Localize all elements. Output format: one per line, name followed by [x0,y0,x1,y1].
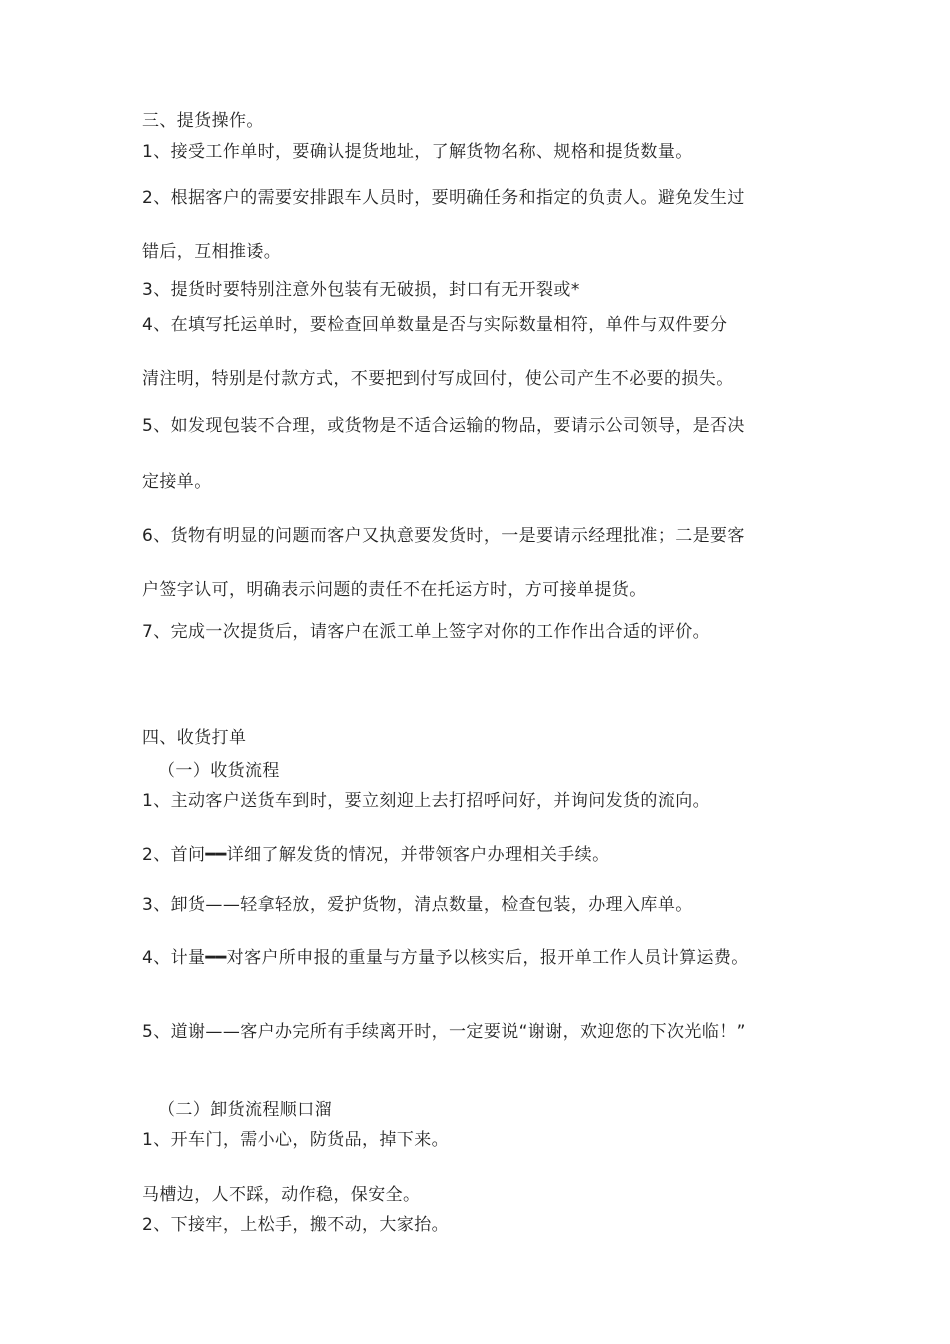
section-3-item-5: 5、如发现包装不合理，或货物是不适合运输的物品，要请示公司领导，是否决 [142,416,745,436]
subsection-4-2-item-2: 2、下接牢，上松手，搬不动，大家抬。 [142,1215,450,1235]
section-3-item-7: 7、完成一次提货后，请客户在派工单上签字对你的工作作出合适的评价。 [142,622,711,642]
section-3-item-4-cont: 清注明，特别是付款方式，不要把到付写成回付，使公司产生不必要的损失。 [142,369,734,389]
section-3-item-2: 2、根据客户的需要安排跟车人员时，要明确任务和指定的负责人。避免发生过 [142,188,745,208]
subsection-4-2-heading: （二）卸货流程顺口溜 [158,1100,332,1120]
section-3-item-4: 4、在填写托运单时，要检查回单数量是否与实际数量相符，单件与双件要分 [142,315,728,335]
section-3-item-6: 6、货物有明显的问题而客户又执意要发货时，一是要请示经理批准；二是要客 [142,526,745,546]
section-3-item-5-cont: 定接单。 [142,472,212,492]
subsection-4-1-item-3: 3、卸货——轻拿轻放，爱护货物，清点数量，检查包装，办理入库单。 [142,895,693,915]
section-4-heading: 四、收货打单 [142,728,247,748]
subsection-4-2-item-1: 1、开车门，需小心，防货品，掉下来。 [142,1130,450,1150]
subsection-4-1-item-1: 1、主动客户送货车到时，要立刻迎上去打招呼问好，并询问发货的流向。 [142,791,711,811]
subsection-4-2-item-1-cont: 马槽边，人不踩，动作稳，保安全。 [142,1185,421,1205]
subsection-4-1-item-2: 2、首问━━详细了解发货的情况，并带领客户办理相关手续。 [142,845,610,865]
section-3-item-1: 1、接受工作单时，要确认提货地址，了解货物名称、规格和提货数量。 [142,142,693,162]
section-3-item-3: 3、提货时要特别注意外包装有无破损，封口有无开裂或* [142,280,580,300]
subsection-4-1-heading: （一）收货流程 [158,761,280,781]
section-3-item-6-cont: 户签字认可，明确表示问题的责任不在托运方时，方可接单提货。 [142,580,647,600]
section-3-heading: 三、提货操作。 [142,111,264,131]
subsection-4-1-item-4: 4、计量━━对客户所申报的重量与方量予以核实后，报开单工作人员计算运费。 [142,948,749,968]
section-3-item-2-cont: 错后，互相推诿。 [142,242,282,262]
subsection-4-1-item-5: 5、道谢——客户办完所有手续离开时，一定要说“谢谢，欢迎您的下次光临！” [142,1022,746,1042]
